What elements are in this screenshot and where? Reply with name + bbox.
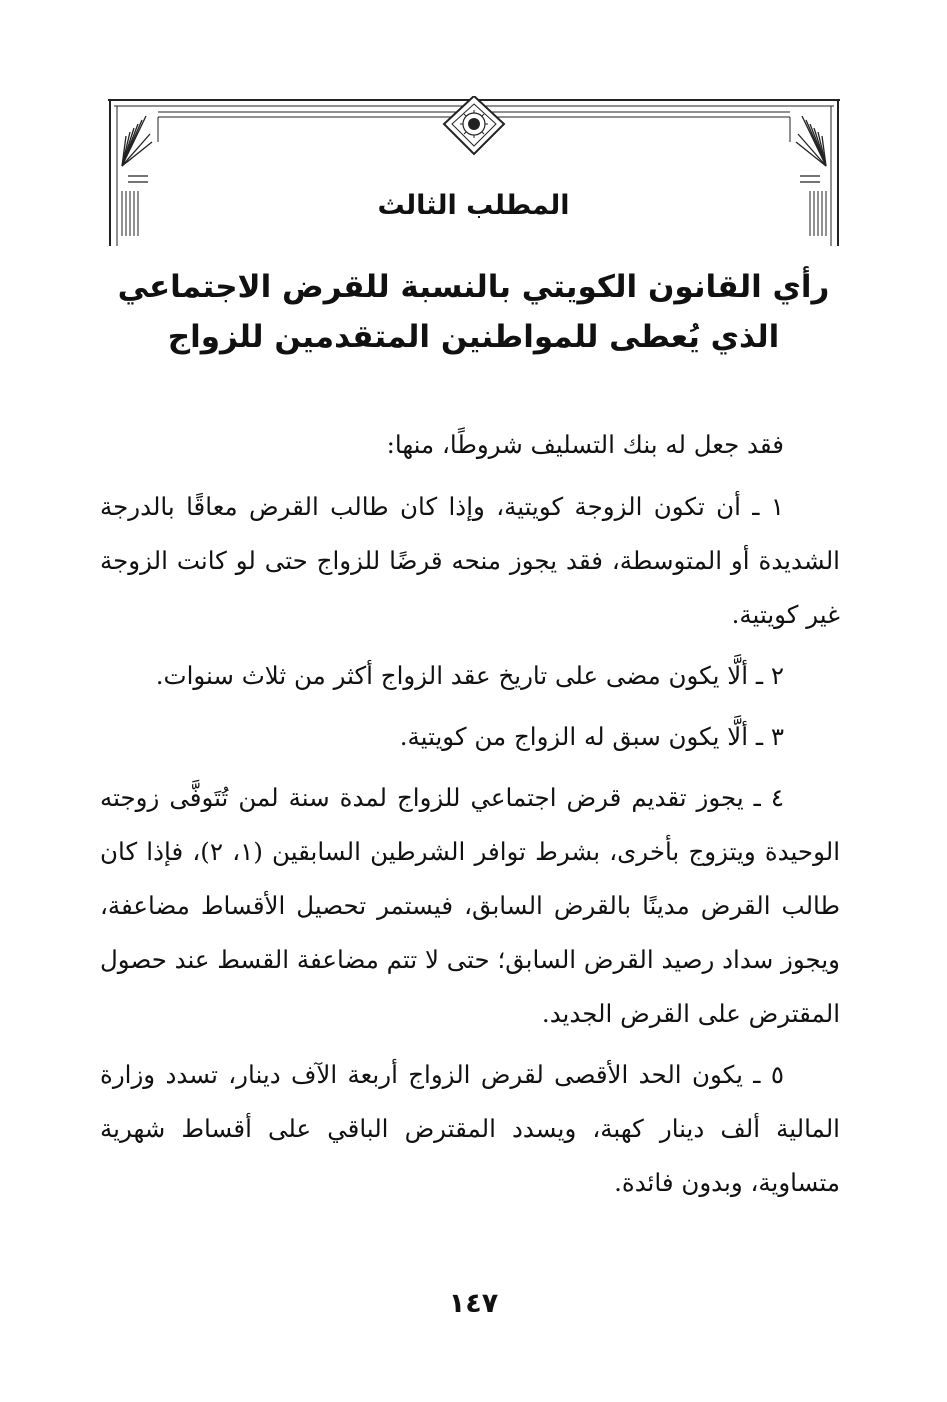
intro-paragraph: فقد جعل له بنك التسليف شروطًا، منها: [386, 430, 784, 459]
page-number: ١٤٧ [448, 1288, 499, 1319]
condition-item-4: ٤ ـ يجوز تقديم قرض اجتماعي للزواج لمدة سنة لمن تُتَوفَّى زوجته الوحيدة ويتزوج بأخرى، بشرط توافر الشرطين السابقين (١، ٢)، فإذا كان طالب القرض مدينًا بالقرض السابق، فيستمر تحصيل الأقساط مضاعفة، ويجوز سداد رصيد القرض السابق؛ حتى لا تتم مضاعفة القسط عند حصول المقترض على القرض الجديد. [100, 783, 840, 1028]
condition-item-5: ٥ ـ يكون الحد الأقصى لقرض الزواج أربعة الآف دينار، تسدد وزارة المالية ألف دينار كهبة، ويسدد المقترض الباقي على أقساط شهرية متساوية، وبدون فائدة. [100, 1060, 840, 1197]
title-line-1: رأي القانون الكويتي بالنسبة للقرض الاجتماعي [117, 269, 830, 305]
page-title [110, 262, 837, 362]
body-text [100, 418, 840, 1217]
title-line-2: الذي يُعطى للمواطنين المتقدمين للزواج [167, 319, 780, 355]
right-hatch [810, 191, 826, 236]
condition-item-1: ١ ـ أن تكون الزوجة كويتية، وإذا كان طالب القرض معاقًا بالدرجة الشديدة أو المتوسطة، فقد يجوز منحه قرضًا للزواج حتى لو كانت الزوجة غير كويتية. [100, 492, 840, 629]
right-fan-ornament [796, 116, 826, 182]
center-medallion-ornament [444, 96, 504, 154]
condition-item-3: ٣ ـ ألَّا يكون سبق له الزواج من كويتية. [399, 722, 784, 751]
condition-item-2: ٢ ـ ألَّا يكون مضى على تاريخ عقد الزواج أكثر من ثلاث سنوات. [155, 661, 784, 690]
left-hatch [122, 191, 138, 236]
left-fan-ornament [122, 116, 152, 182]
section-label: المطلب الثالث [377, 190, 570, 221]
